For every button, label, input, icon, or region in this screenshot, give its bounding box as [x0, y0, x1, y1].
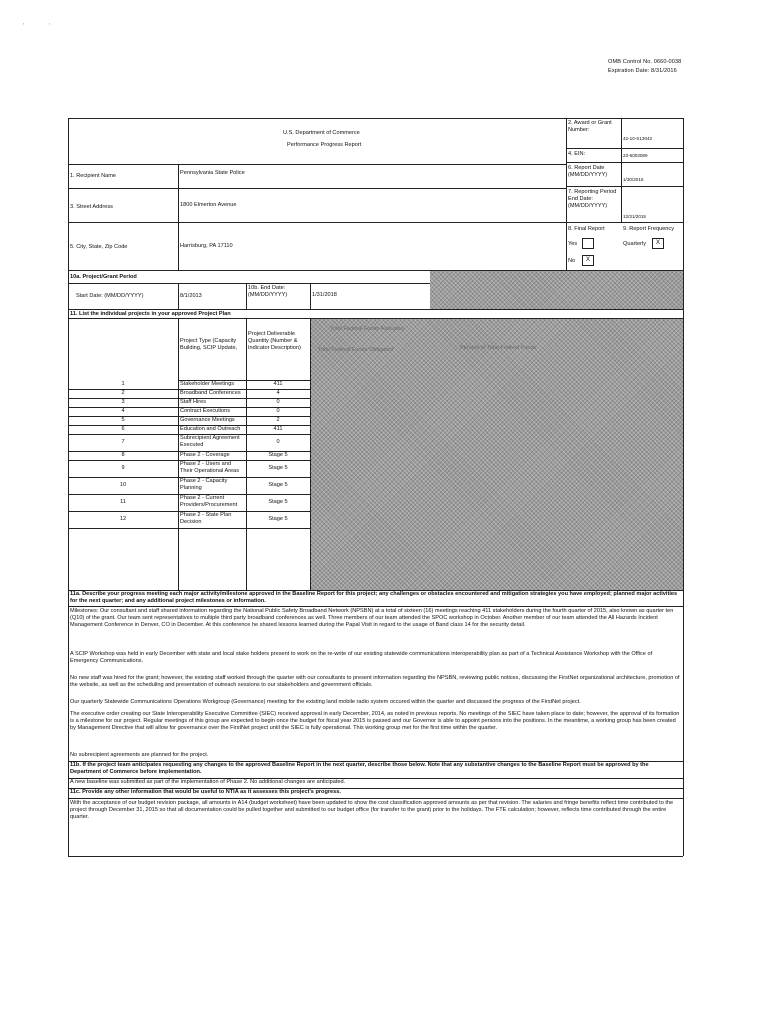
- end-date-label: 10b. End Date: (MM/DD/YYYY): [248, 285, 288, 298]
- start-date-label: Start Date: (MM/DD/YYYY): [76, 293, 144, 299]
- quarterly-checkbox[interactable]: X: [652, 238, 664, 249]
- project-quantity: Stage 5: [268, 482, 288, 488]
- project-type: Education and Outreach: [180, 426, 241, 432]
- project-period-label: 10a. Project/Grant Period: [70, 274, 137, 280]
- ein-label: 4. EIN:: [568, 151, 586, 157]
- project-quantity: 411: [273, 426, 283, 432]
- report-frequency-value: Quarterly: [623, 241, 647, 247]
- project-quantity: 0: [276, 408, 280, 414]
- award-number-label: 2. Award or Grant Number:: [568, 120, 612, 133]
- recipient-name-label: 1. Recipient Name: [70, 173, 117, 179]
- project-quantity: Stage 5: [268, 465, 288, 471]
- project-type: Stakeholder Meetings: [180, 381, 235, 387]
- deliverable-quantity-header: Project Deliverable Quantity (Number & Indicator Description): [248, 331, 301, 351]
- project-type: Governance Meetings: [180, 417, 235, 423]
- answer-11c: With the acceptance of our budget revision package, all amounts in A14 (budget worksheet) have been updated to show the cost classification approved amounts as per that revision. The salaries and fringe benefits reflect time contributed to the project through December 31, 2015 so that all documentation could be pulled together and submitted to our budget office (for transfer to the grant) prior to the holidays. The FTE calculation; however, reflects time contributed through the entire quarter.: [70, 800, 674, 820]
- funds-obligated-header: Total Federal Funds Obligated: [318, 347, 393, 353]
- question-11b: 11b. If the project team anticipates requesting any changes to the approved Baseline Report in the next quarter, describe those below. Note that any substantive changes to the Baseline Report must be approved by the Department of Commerce before implementation.: [70, 762, 649, 775]
- shaded-area: [311, 319, 683, 590]
- city-state-zip-label: 5. City, State, Zip Code: [70, 244, 128, 250]
- project-quantity: 0: [276, 399, 280, 405]
- ein-value: 23-6003089: [623, 153, 648, 158]
- omb-control-number: OMB Control No. 0660-0038: [608, 59, 682, 65]
- project-type: Contract Executions: [180, 408, 231, 414]
- project-number: 2: [121, 390, 125, 396]
- answer-11b: A new baseline was submitted as part of the implementation of Phase 2. No additional changes are anticipated.: [70, 779, 346, 785]
- scan-mark: ˈ: [22, 22, 25, 31]
- project-number: 6: [121, 426, 125, 432]
- narrative-staff: No new staff was hired for the grant; however, the existing staff worked through the quarter with our consultants to present information regarding the NPSBN, reviewing public notices, discussing the FirstNet organizational architecture, promotion of the website, as well as the scheduling and presentation of outreach sessions to our stakeholders and government officials.: [70, 675, 680, 688]
- project-number: 3: [121, 399, 125, 405]
- project-number: 11: [120, 499, 126, 505]
- project-quantity: 411: [273, 381, 283, 387]
- street-address-label: 3. Street Address: [70, 204, 113, 210]
- project-number: 4: [121, 408, 125, 414]
- project-quantity: 0: [276, 439, 280, 445]
- project-number: 12: [119, 516, 127, 522]
- project-type: Subrecipient Agreement Executed: [180, 435, 240, 448]
- project-type-header: Project Type (Capacity Building, SCIP Update,: [180, 338, 238, 351]
- project-number: 8: [121, 452, 125, 458]
- final-report-label: 8. Final Report: [568, 226, 605, 232]
- scan-mark: ˈ: [48, 22, 51, 31]
- final-report-no-label: No: [568, 258, 576, 264]
- project-type: Phase 2 - Users and Their Operational Areas: [180, 461, 240, 474]
- end-date-value: 1/31/2018: [312, 292, 337, 298]
- period-end-value: 12/31/2015: [623, 214, 646, 219]
- percent-funds-header: Percent of Total Federal Funds: [460, 345, 537, 351]
- narrative-scip-workshop: A SCIP Workshop was held in early December with state and local stake holders present to work on the re-write of our existing statewide communications interoperability plan as part of a Technical Assistance Workshop with the Office of Emergency Communications.: [70, 651, 653, 664]
- recipient-name-value: Pennsylvania State Police: [180, 170, 245, 176]
- row-divider: [68, 528, 310, 529]
- period-end-label: 7. Reporting Period End Date: (MM/DD/YYYY): [568, 189, 617, 209]
- question-11a: 11a. Describe your progress meeting each major activity/milestone approved in the Baseline Report for this project; any challenges or obstacles encountered and mitigation strategies you have employed; planned major activities for the next quarter; and any additional project milestones or information.: [70, 591, 678, 604]
- project-quantity: 4: [276, 390, 280, 396]
- report-frequency-label: 9. Report Frequency: [623, 226, 674, 232]
- project-quantity: 2: [276, 417, 280, 423]
- final-report-yes-checkbox[interactable]: [582, 238, 594, 249]
- project-type: Phase 2 - Current Providers/Procurement: [180, 495, 238, 508]
- project-quantity: Stage 5: [268, 516, 288, 522]
- report-date-value: 1/30/2016: [623, 177, 644, 182]
- final-report-yes-label: Yes: [568, 241, 578, 247]
- question-11c: 11c. Provide any other information that would be useful to NTIA as it assesses this project's progress.: [70, 789, 341, 795]
- city-state-zip-value: Harrisburg, PA 17110: [180, 243, 233, 249]
- project-number: 10: [119, 482, 127, 488]
- project-quantity: Stage 5: [268, 499, 288, 505]
- award-number-value: 42-10-S13042: [623, 136, 653, 141]
- project-type: Staff Hires: [180, 399, 207, 405]
- narrative-milestones: Milestones: Our consultant and staff shared information regarding the National Public Safety Broadband Network (NPSBN) at a total of sixteen (16) meetings reaching 411 stakeholders during the fourth quarter of 2015, also known as quarter ten (Q10) of the grant. Our team sent representatives to multiple third party broadband conferences as well. Three members of our team attended the SPOC workshop in October. Another member of our team attended the All Hazards Incident Management Conference in Denver, CO in December. At this conference he shared lessons learned during the Papal Visit in regard to the usage of Band class 14 for the security detail.: [70, 608, 674, 628]
- project-number: 9: [121, 465, 125, 471]
- project-type: Broadband Conferences: [180, 390, 241, 396]
- shaded-area: [430, 271, 683, 309]
- project-quantity: Stage 5: [268, 452, 288, 458]
- narrative-siec: The executive order creating our State Interoperability Executive Committee (SIEC) received approval in early December, 2014, as noted in previous reports. No meetings of the SIEC have taken place to date; however, the approval of its formation is a milestone for our project. Regular meetings of this group are expected to begin once the budget for fiscal year 2015 is passed and our Governor is able to appoint persons into the positions. In the meantime, a working group has been created by Management Directive that will allow for governance over the FirstNet project until the SIEC is fully operational. This working group met for the first time within the quarter.: [70, 711, 680, 731]
- projects-heading: 11. List the individual projects in your approved Project Plan: [70, 311, 231, 317]
- start-date-value: 8/1/2013: [180, 293, 202, 299]
- project-number: 7: [121, 439, 125, 445]
- report-title: Performance Progress Report: [287, 142, 362, 148]
- funds-allocated-header: Total Federal Funds Allocated: [330, 326, 404, 332]
- report-date-label: 6. Report Date (MM/DD/YYYY): [568, 165, 608, 178]
- project-type: Phase 2 - Capacity Planning: [180, 478, 228, 491]
- department-title: U.S. Department of Commerce: [283, 130, 360, 136]
- project-type: Phase 2 - Coverage: [180, 452, 230, 458]
- street-address-value: 1800 Elmerton Avenue: [180, 202, 237, 208]
- project-number: 1: [121, 381, 125, 387]
- final-report-no-checkbox[interactable]: X: [582, 255, 594, 266]
- narrative-subrecipients: No subrecipient agreements are planned for the project.: [70, 752, 209, 758]
- project-number: 5: [121, 417, 125, 423]
- project-type: Phase 2 - State Plan Decision: [180, 512, 232, 525]
- narrative-governance: Our quarterly Statewide Communications Operations Workgroup (Governance) meeting for the existing land mobile radio system occured within the quarter and discussed the progress of the FirstNet project.: [70, 699, 581, 705]
- omb-expiration-date: Expiration Date: 8/31/2016: [608, 68, 677, 74]
